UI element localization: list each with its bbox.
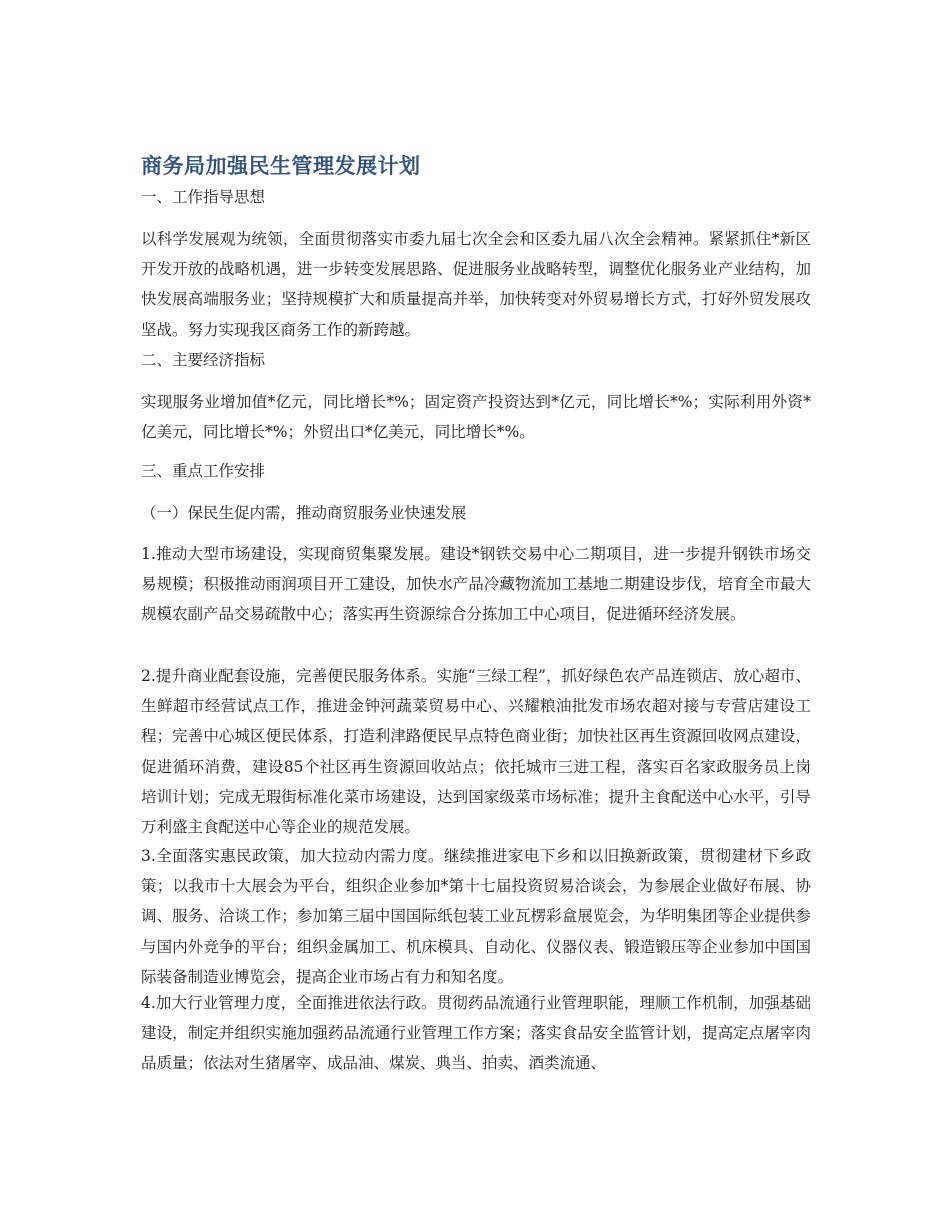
paragraph-economic-indicators: 实现服务业增加值*亿元，同比增长*%；固定资产投资达到*亿元，同比增长*%；实际利用外资*亿美元，同比增长*%；外贸出口*亿美元，同比增长*%。 <box>141 393 811 442</box>
document-title: 商务局加强民生管理发展计划 <box>141 154 421 178</box>
section-heading-economic-indicators: 二、主要经济指标 <box>141 351 266 369</box>
paragraph-item-2: 2.提升商业配套设施，完善便民服务体系。实施“三绿工程”，抓好绿色农产品连锁店、放心超市、生鲜超市经营试点工作，推进金钟河蔬菜贸易中心、兴耀粮油批发市场农超对接与专营店建设工程；完善中心城区便民体系，打造利津路便民早点特色商业街；加快社区再生资源回收网点建设，促进循环消费，建设85个社区再生资源回收站点；依托城市三进工程，落实百名家政服务员上岗培训计划；完成无瑕街标准化菜市场建设，达到国家级菜市场标准；提升主食配送中心水平，引导万利盛主食配送中心等企业的规范发展。 <box>141 667 811 837</box>
subsection-heading-livelihood: （一）保民生促内需，推动商贸服务业快速发展 <box>141 504 467 522</box>
paragraph-item-3: 3.全面落实惠民政策，加大拉动内需力度。继续推进家电下乡和以旧换新政策，贯彻建材下乡政策；以我市十大展会为平台，组织企业参加*第十七届投资贸易洽谈会，为参展企业做好布展、协调、服务、洽谈工作；参加第三届中国国际纸包装工业瓦楞彩盒展览会，为华明集团等企业提供参与国内外竞争的平台；组织金属加工、机床模具、自动化、仪器仪表、锻造锻压等企业参加中国国际装备制造业博览会，提高企业市场占有力和知名度。 <box>141 847 811 986</box>
paragraph-item-4: 4.加大行业管理力度，全面推进依法行政。贯彻药品流通行业管理职能，理顺工作机制，加强基础建设，制定并组织实施加强药品流通行业管理工作方案；落实食品安全监管计划，提高定点屠宰肉品质量；依法对生猪屠宰、成品油、煤炭、典当、拍卖、酒类流通、 <box>141 994 811 1073</box>
paragraph-guiding-thought: 以科学发展观为统领，全面贯彻落实市委九届七次全会和区委九届八次全会精神。紧紧抓住*新区开发开放的战略机遇，进一步转变发展思路、促进服务业战略转型，调整优化服务业产业结构，加快发展高端服务业；坚持规模扩大和质量提高并举，加快转变对外贸易增长方式，打好外贸发展攻坚战。努力实现我区商务工作的新跨越。 <box>141 230 811 339</box>
section-heading-guiding-thought: 一、工作指导思想 <box>141 188 266 206</box>
section-heading-key-work: 三、重点工作安排 <box>141 462 266 480</box>
paragraph-item-1: 1.推动大型市场建设，实现商贸集聚发展。建设*钢铁交易中心二期项目，进一步提升钢铁市场交易规模；积极推动雨润项目开工建设，加快水产品冷藏物流加工基地二期建设步伐，培育全市最大规模农副产品交易疏散中心；落实再生资源综合分拣加工中心项目，促进循环经济发展。 <box>141 545 811 624</box>
